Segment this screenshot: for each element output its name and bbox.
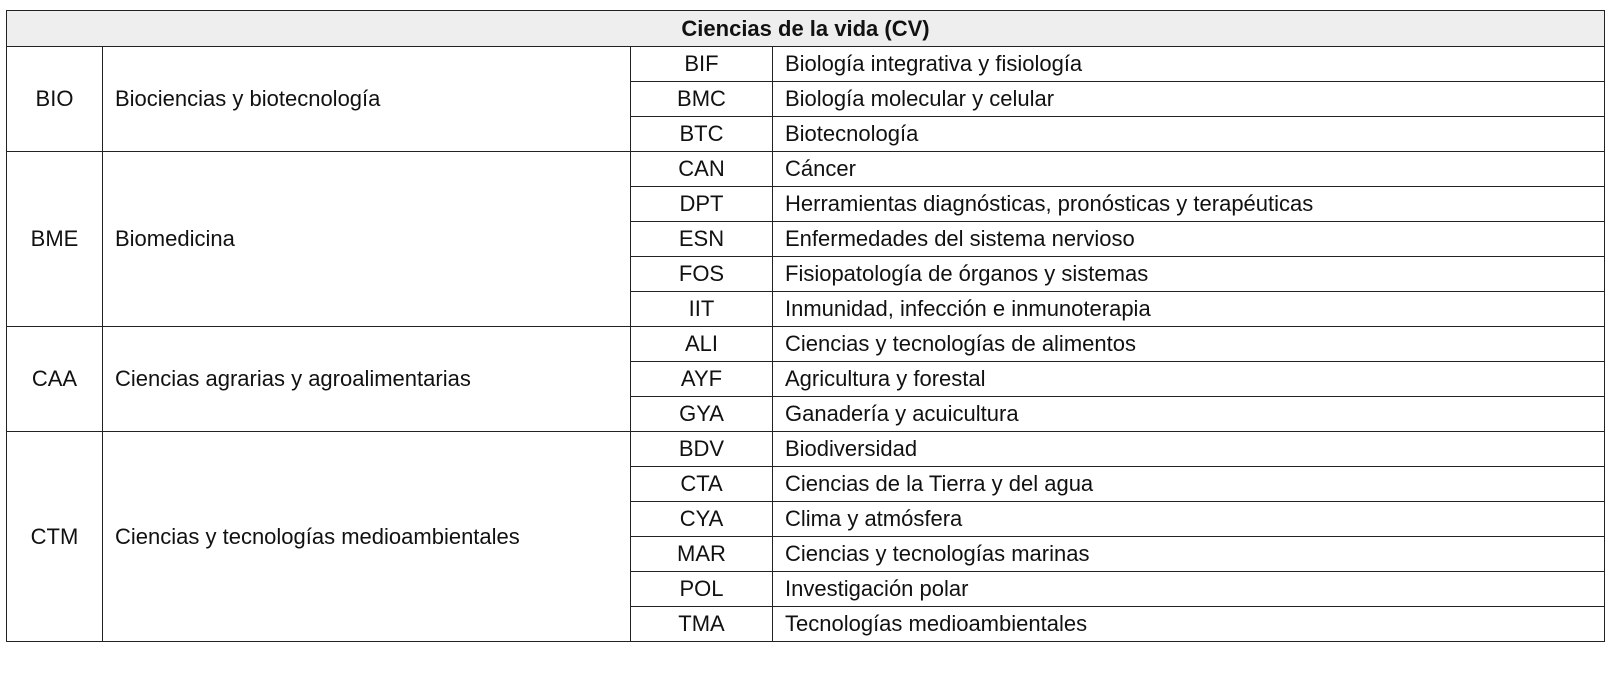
subarea-name: Ciencias y tecnologías marinas	[773, 537, 1605, 572]
subarea-code: MAR	[631, 537, 773, 572]
area-code: BIO	[7, 47, 103, 152]
subarea-name: Fisiopatología de órganos y sistemas	[773, 257, 1605, 292]
areas-table	[6, 10, 1605, 642]
area-name: Ciencias y tecnologías medioambientales	[103, 432, 631, 642]
subarea-name: Biología integrativa y fisiología	[773, 47, 1605, 82]
subarea-code: BIF	[631, 47, 773, 82]
subarea-code: ALI	[631, 327, 773, 362]
subarea-name: Inmunidad, infección e inmunoterapia	[773, 292, 1605, 327]
subarea-code: IIT	[631, 292, 773, 327]
area-name: Ciencias agrarias y agroalimentarias	[103, 327, 631, 432]
subarea-code: BMC	[631, 82, 773, 117]
subarea-name: Biología molecular y celular	[773, 82, 1605, 117]
subarea-code: DPT	[631, 187, 773, 222]
area-code: CAA	[7, 327, 103, 432]
area-code: BME	[7, 152, 103, 327]
subarea-code: ESN	[631, 222, 773, 257]
subarea-code: CYA	[631, 502, 773, 537]
table-title-row	[7, 11, 1605, 47]
table-body	[7, 47, 1605, 642]
subarea-code: CAN	[631, 152, 773, 187]
subarea-name: Ganadería y acuicultura	[773, 397, 1605, 432]
subarea-code: FOS	[631, 257, 773, 292]
subarea-code: GYA	[631, 397, 773, 432]
table-row	[7, 152, 1605, 187]
area-name: Biomedicina	[103, 152, 631, 327]
subarea-name: Agricultura y forestal	[773, 362, 1605, 397]
subarea-code: TMA	[631, 607, 773, 642]
subarea-name: Ciencias y tecnologías de alimentos	[773, 327, 1605, 362]
area-name: Biociencias y biotecnología	[103, 47, 631, 152]
table-wrapper	[6, 10, 1604, 642]
subarea-name: Biodiversidad	[773, 432, 1605, 467]
subarea-code: POL	[631, 572, 773, 607]
table-row	[7, 47, 1605, 82]
table-title: Ciencias de la vida (CV)	[7, 11, 1605, 47]
subarea-code: BDV	[631, 432, 773, 467]
subarea-name: Tecnologías medioambientales	[773, 607, 1605, 642]
subarea-name: Investigación polar	[773, 572, 1605, 607]
subarea-name: Biotecnología	[773, 117, 1605, 152]
subarea-code: BTC	[631, 117, 773, 152]
subarea-code: AYF	[631, 362, 773, 397]
subarea-name: Enfermedades del sistema nervioso	[773, 222, 1605, 257]
subarea-name: Herramientas diagnósticas, pronósticas y terapéuticas	[773, 187, 1605, 222]
area-code: CTM	[7, 432, 103, 642]
subarea-name: Clima y atmósfera	[773, 502, 1605, 537]
table-row	[7, 327, 1605, 362]
table-row	[7, 432, 1605, 467]
subarea-name: Ciencias de la Tierra y del agua	[773, 467, 1605, 502]
subarea-name: Cáncer	[773, 152, 1605, 187]
subarea-code: CTA	[631, 467, 773, 502]
